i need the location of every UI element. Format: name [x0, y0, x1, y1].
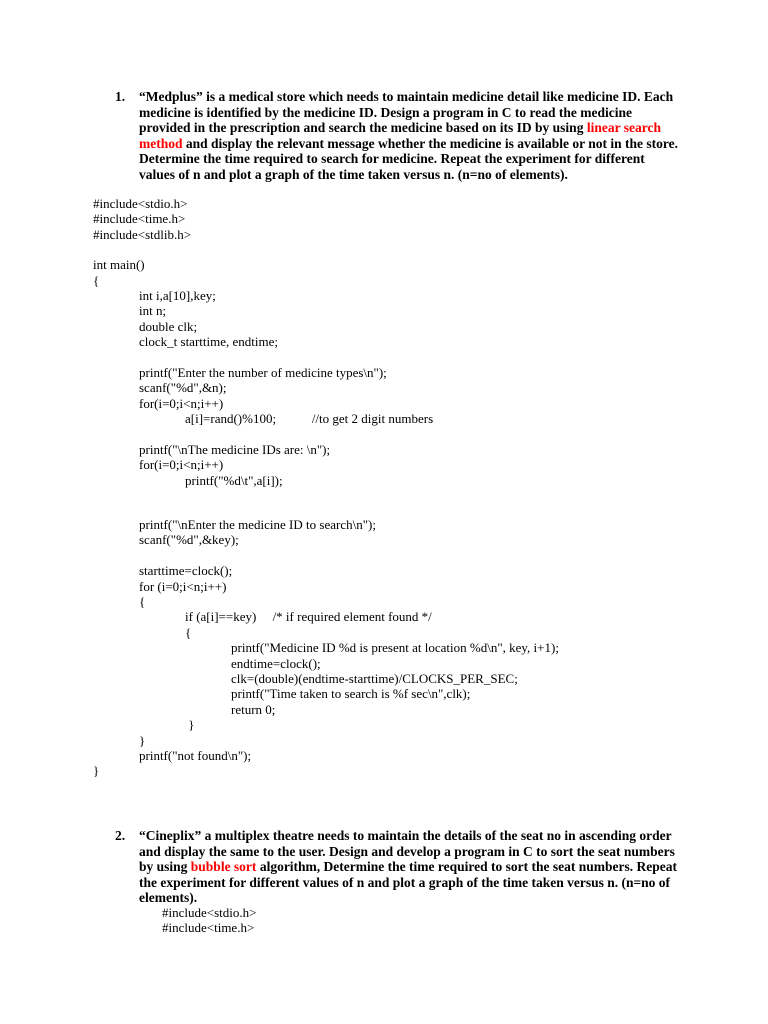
code-line: int i,a[10],key;: [139, 288, 216, 303]
code-line: {: [93, 273, 100, 288]
code-line: scanf("%d",&key);: [139, 532, 239, 547]
code-line: a[i]=rand()%100; //to get 2 digit numbers: [185, 411, 434, 426]
code-line: clock_t starttime, endtime;: [139, 334, 278, 349]
question-2-text-end: algorithm, Determine the time required to sort the seat numbers. Repeat the experiment for different values of n and plot a graph of the time taken versus n. (n=no of elements).: [139, 859, 677, 905]
code-line: return 0;: [231, 702, 276, 717]
code-line: }: [139, 733, 146, 748]
code-line: for (i=0;i<n;i++): [139, 579, 227, 594]
code-line: endtime=clock();: [231, 656, 321, 671]
code-line: scanf("%d",&n);: [139, 380, 227, 395]
code-line: starttime=clock();: [139, 563, 233, 578]
code-line: #include<stdio.h>: [162, 905, 257, 920]
question-1-text-start: “Medplus” is a medical store which needs to maintain medicine detail like medicine ID. Each medicine is identified by the medicine ID. Design a program in C to read the medicine provided in the prescription and search the medicine based on its ID by using: [139, 89, 674, 135]
code-line: printf("\nEnter the medicine ID to search\n");: [139, 517, 376, 532]
question-2-number: 2.: [115, 828, 126, 843]
question-1-text: [139, 89, 679, 182]
code-line: #include<stdlib.h>: [93, 227, 192, 242]
question-2-text-start: “Cineplix” a multiplex theatre needs to maintain the details of the seat no in ascending order and display the same to the user. Design and develop a program in C to sort the seat numbers by using: [139, 828, 675, 874]
code-line: printf("Time taken to search is %f sec\n",clk);: [231, 686, 471, 701]
code-line: #include<time.h>: [93, 211, 186, 226]
code-line: printf("not found\n");: [139, 748, 252, 763]
code-line: #include<time.h>: [162, 920, 255, 935]
code-line: }: [93, 763, 100, 778]
code-line: int n;: [139, 303, 167, 318]
question-1-text-end: and display the relevant message whether the medicine is available or not in the store. Determine the time required to search for medicine. Repeat the experiment for different values of n and plot a graph of the time taken versus n. (n=no of elements).: [139, 135, 678, 182]
code-line: double clk;: [139, 319, 198, 334]
code-line: int main(): [93, 257, 145, 272]
bubble-sort-highlight: bubble sort: [190, 859, 257, 874]
code-line: clk=(double)(endtime-starttime)/CLOCKS_PER_SEC;: [231, 671, 518, 686]
code-line: }: [185, 717, 195, 732]
linear-search-highlight: linear search method: [139, 120, 661, 151]
question-2-text: [139, 828, 679, 906]
code-line: #include<stdio.h>: [93, 196, 188, 211]
code-line: {: [139, 594, 146, 609]
question-1-number: 1.: [115, 89, 126, 104]
code-line: for(i=0;i<n;i++): [139, 396, 224, 411]
code-line: if (a[i]==key) /* if required element found */: [185, 609, 432, 624]
code-line: {: [185, 625, 192, 640]
code-line: printf("\nThe medicine IDs are: \n");: [139, 442, 331, 457]
code-line: printf("Medicine ID %d is present at location %d\n", key, i+1);: [231, 640, 559, 655]
code-line: for(i=0;i<n;i++): [139, 457, 224, 472]
code-line: printf("%d\t",a[i]);: [185, 473, 283, 488]
code-line: printf("Enter the number of medicine types\n");: [139, 365, 387, 380]
